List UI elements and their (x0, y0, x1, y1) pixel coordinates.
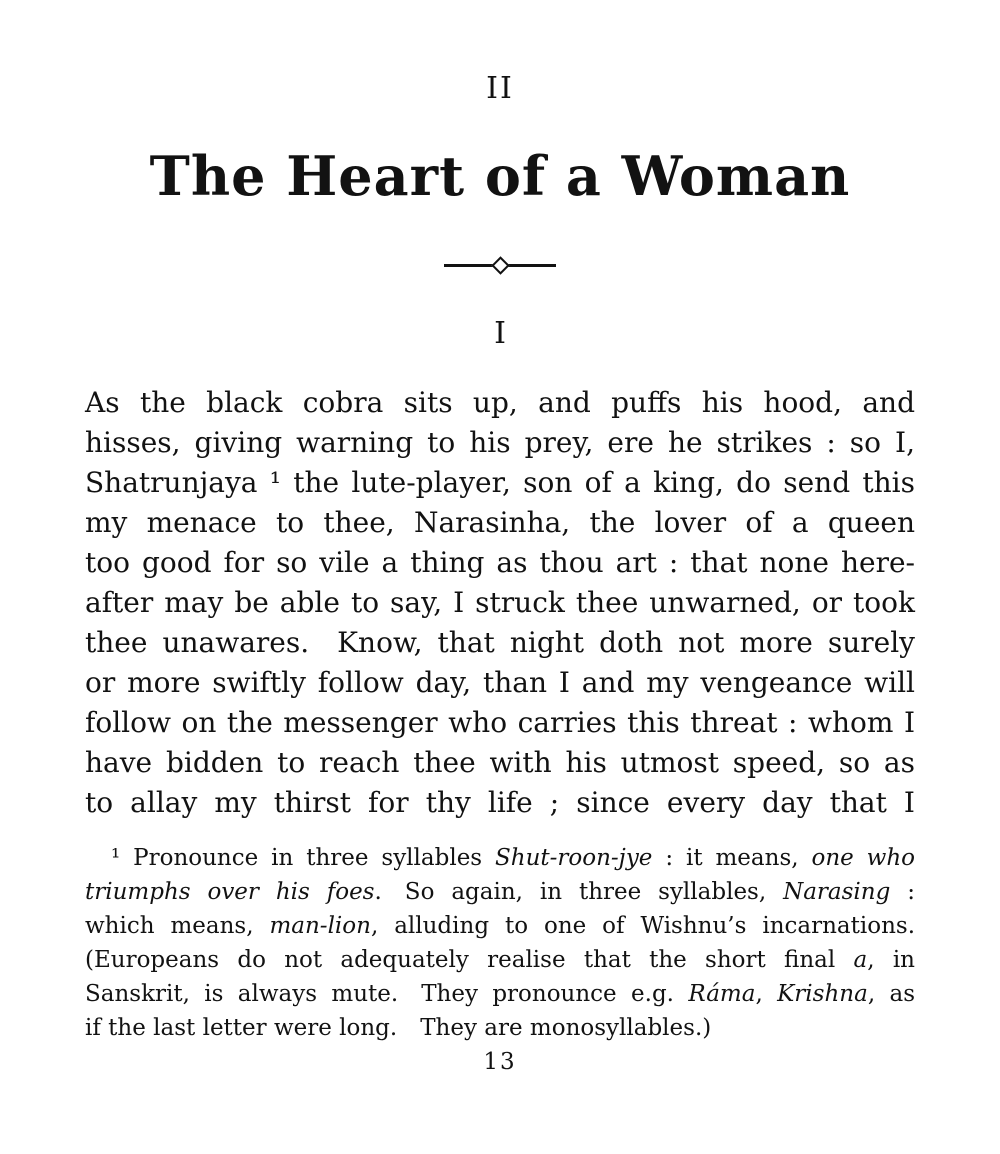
body-line: thee unawares. Know, that night doth not more surely (85, 626, 915, 659)
body-line: hisses, giving warning to his prey, ere he strikes : so I, (85, 426, 915, 459)
page-number: 13 (483, 1049, 517, 1075)
body-line: have bidden to reach thee with his utmost speed, so as (85, 746, 915, 779)
footnote-text: (Europeans do not adequately realise that the short final (85, 947, 854, 973)
footnote-italic-text: Shut-roon-jye (495, 845, 653, 871)
footnote-line (85, 1011, 915, 1045)
footnote-text: : it means, (652, 845, 812, 871)
body-line: too good for so vile a thing as thou art : that none here- (85, 546, 915, 579)
body-line: Shatrunjaya ¹ the lute-player, son of a king, do send this (85, 466, 915, 499)
body-paragraph (85, 383, 915, 823)
footnote-italic-text: Narasing (783, 879, 891, 905)
footnote-text: if the last letter were long. They are monosyllables.) (85, 1015, 712, 1041)
footnote-line (85, 977, 915, 1011)
footnote-text: , (755, 981, 778, 1007)
footnote-text: , as (867, 981, 915, 1007)
chapter-number: II (486, 71, 514, 106)
footnote-line (85, 909, 915, 943)
body-line: after may be able to say, I struck thee unwarned, or took (85, 586, 915, 619)
footnote-text: Sanskrit, is always mute. They pronounce e.g. (85, 981, 689, 1007)
footnote-text: ¹ Pronounce in three syllables (111, 845, 496, 871)
body-line: my menace to thee, Narasinha, the lover of a queen (85, 506, 915, 539)
footnote-line (85, 943, 915, 977)
section-divider (444, 258, 556, 273)
footnote-line (85, 875, 915, 909)
footnote-line (85, 841, 915, 875)
footnote-text: , alluding to one of Wishnu’s incarnations. (370, 913, 915, 939)
footnote-italic-text: one who (811, 845, 915, 871)
footnote-italic-text: a (853, 947, 868, 973)
section-number: I (494, 316, 506, 351)
footnote-text: which means, (85, 913, 270, 939)
footnote-text: . So again, in three syllables, (374, 879, 784, 905)
body-line: follow on the messenger who carries this threat : whom I (85, 706, 915, 739)
footnote-italic-text: Ráma (688, 981, 756, 1007)
body-line: to allay my thirst for thy life ; since every day that I (85, 786, 915, 819)
divider-line-left-icon (444, 264, 493, 267)
footnote-text: : (890, 879, 915, 905)
body-line: or more swiftly follow day, than I and my vengeance will (85, 666, 915, 699)
footnote-italic-text: man-lion (269, 913, 371, 939)
chapter-title: The Heart of a Woman (149, 144, 851, 208)
footnote (85, 841, 915, 1045)
body-line: As the black cobra sits up, and puffs his hood, and (85, 386, 915, 419)
divider-line-right-icon (508, 264, 557, 267)
divider-diamond-icon (491, 256, 509, 274)
footnote-italic-text: Krishna (777, 981, 868, 1007)
footnote-text: , in (867, 947, 915, 973)
footnote-italic-text: triumphs over his foes (85, 879, 375, 905)
